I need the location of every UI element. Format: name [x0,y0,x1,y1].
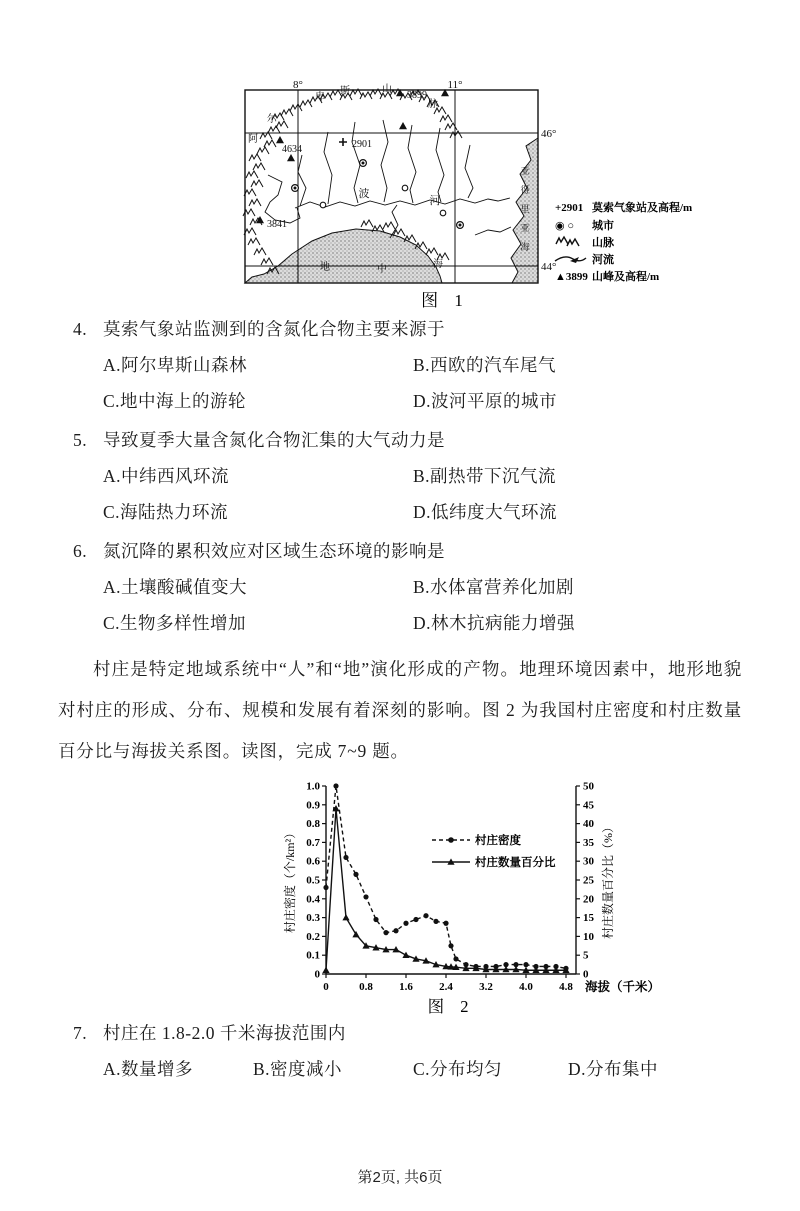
lat-bottom-label: 44° [541,261,557,273]
option-5c: C.海陆热力环流 [103,502,229,522]
chart-legend-series2: 村庄数量百分比 [475,857,556,869]
figure1-caption: 图 1 [421,291,469,310]
chart-figure2-svg [280,778,730,1018]
peak-4634-label: 4634 [282,144,302,155]
legend-peak-symbol: ▲3899 [555,271,588,283]
question-4 [58,316,742,415]
svg-text:0.8: 0.8 [306,818,320,831]
svg-text:卑: 卑 [315,92,325,103]
question-6-number: 6. [73,541,88,561]
figure2-chart [280,778,742,1018]
svg-text:海: 海 [520,242,530,252]
question-7 [58,1020,742,1083]
legend-station-label: 莫索气象站及高程/m [592,202,693,214]
svg-text:0.2: 0.2 [306,930,320,943]
question-6-stem: 6. 氮沉降的累积效应对区域生态环境的影响是 [73,538,742,565]
svg-text:海: 海 [433,259,443,270]
question-5 [58,427,742,526]
svg-text:脉: 脉 [428,99,438,110]
svg-text:亚: 亚 [520,166,530,176]
option-6b: B.水体富营养化加剧 [413,577,575,597]
option-6c: C.生物多样性增加 [103,613,247,633]
question-7-number: 7. [73,1023,88,1043]
legend-river-label: 河流 [592,254,614,266]
svg-text:0: 0 [583,968,589,981]
question-7-options [73,1056,742,1083]
exam-page [0,80,800,1083]
option-6a: A.土壤酸碱值变大 [103,577,248,597]
svg-text:4.0: 4.0 [519,981,533,993]
passage-villages: 村庄是特定地域系统中“人”和“地”演化形成的产物。地理环境因素中，地形地貌对村庄的形成、分布、规模和发展有着深刻的影响。图 2 为我国村庄密度和村庄数量百分比与海拔关系图。读图，完成 7~9 题。 [58,659,742,761]
chart-legend-series1: 村庄密度 [475,835,521,847]
svg-text:15: 15 [583,912,594,925]
svg-text:0.1: 0.1 [306,949,320,962]
station-2901-label: 2901 [352,139,372,150]
question-4-options [73,352,742,415]
svg-text:得: 得 [520,185,530,195]
svg-text:40: 40 [583,818,594,831]
question-4-stem: 4. 莫索气象站监测到的含氮化合物主要来源于 [73,316,742,343]
option-4b: B.西欧的汽车尾气 [413,355,557,375]
option-5a: A.中纬西风环流 [103,466,230,486]
legend-peak-label: 山峰及高程/m [592,271,660,283]
svg-text:亚: 亚 [520,223,530,233]
svg-text:尔: 尔 [267,114,277,125]
svg-text:河: 河 [429,195,441,207]
lon-left-label: 8° [293,80,303,91]
legend-city-symbol: ◉ ○ [555,220,574,232]
svg-text:0.5: 0.5 [306,874,320,887]
svg-text:中: 中 [377,264,387,275]
option-7d: D.分布集中 [568,1059,659,1079]
figure2-caption: 图 2 [427,997,475,1016]
chart-axes-series [306,781,594,994]
question-6 [58,538,742,637]
svg-text:山: 山 [382,84,392,95]
svg-text:2.4: 2.4 [439,981,453,993]
map-figure1-svg [240,80,800,312]
svg-text:50: 50 [583,780,594,793]
option-4c: C.地中海上的游轮 [103,391,247,411]
lat-top-label: 46° [541,128,557,140]
peak-3841-label: 3841 [267,219,287,230]
chart-ylabel-right: 村庄数量百分比（%） [601,821,615,939]
option-5b: B.副热带下沉气流 [413,466,557,486]
svg-text:10: 10 [583,930,594,943]
chart-ylabel-left: 村庄密度（个/km²） [283,826,297,934]
svg-text:0.3: 0.3 [306,912,320,925]
chart-xlabel: 海拔（千米） [585,980,661,994]
svg-text:1.6: 1.6 [399,981,413,993]
svg-text:35: 35 [583,836,594,849]
svg-text:地: 地 [320,262,330,273]
svg-text:斯: 斯 [340,86,350,97]
legend-station-symbol: +2901 [555,202,584,214]
svg-text:阿: 阿 [248,134,258,145]
svg-text:里: 里 [520,204,530,214]
svg-text:4.8: 4.8 [559,981,573,993]
svg-text:0: 0 [323,981,329,993]
svg-text:0.6: 0.6 [306,855,320,868]
question-5-number: 5. [73,430,88,450]
figure1-map [240,80,800,312]
svg-text:30: 30 [583,855,594,868]
svg-text:3.2: 3.2 [479,981,493,993]
question-6-options [73,574,742,637]
svg-text:0.9: 0.9 [306,799,320,812]
svg-text:0.4: 0.4 [306,893,320,906]
svg-text:0.7: 0.7 [306,836,320,849]
option-7c: C.分布均匀 [413,1059,503,1079]
question-5-stem: 5. 导致夏季大量含氮化合物汇集的大气动力是 [73,427,742,454]
svg-text:25: 25 [583,874,594,887]
question-4-number: 4. [73,319,88,339]
svg-text:5: 5 [583,949,589,962]
option-7b: B.密度减小 [253,1059,343,1079]
svg-text:波: 波 [358,188,370,200]
lon-right-label: 11° [447,80,463,91]
question-5-options [73,463,742,526]
question-7-stem: 7. 村庄在 1.8-2.0 千米海拔范围内 [73,1020,742,1047]
option-4d: D.波河平原的城市 [413,391,558,411]
svg-text:1.0: 1.0 [306,780,320,793]
page-footer: 第2页, 共6页 [357,1169,443,1186]
svg-text:45: 45 [583,799,594,812]
peak-3899-label: 3899 [407,90,427,101]
option-5d: D.低纬度大气环流 [413,502,558,522]
svg-text:0: 0 [314,968,320,981]
option-6d: D.林木抗病能力增强 [413,613,576,633]
option-4a: A.阿尔卑斯山森林 [103,355,248,375]
legend-city-label: 城市 [592,220,614,232]
option-7a: A.数量增多 [103,1059,194,1079]
svg-text:0.8: 0.8 [359,981,373,993]
map-legend [555,200,692,283]
svg-text:20: 20 [583,893,594,906]
legend-mountain-label: 山脉 [592,237,614,249]
